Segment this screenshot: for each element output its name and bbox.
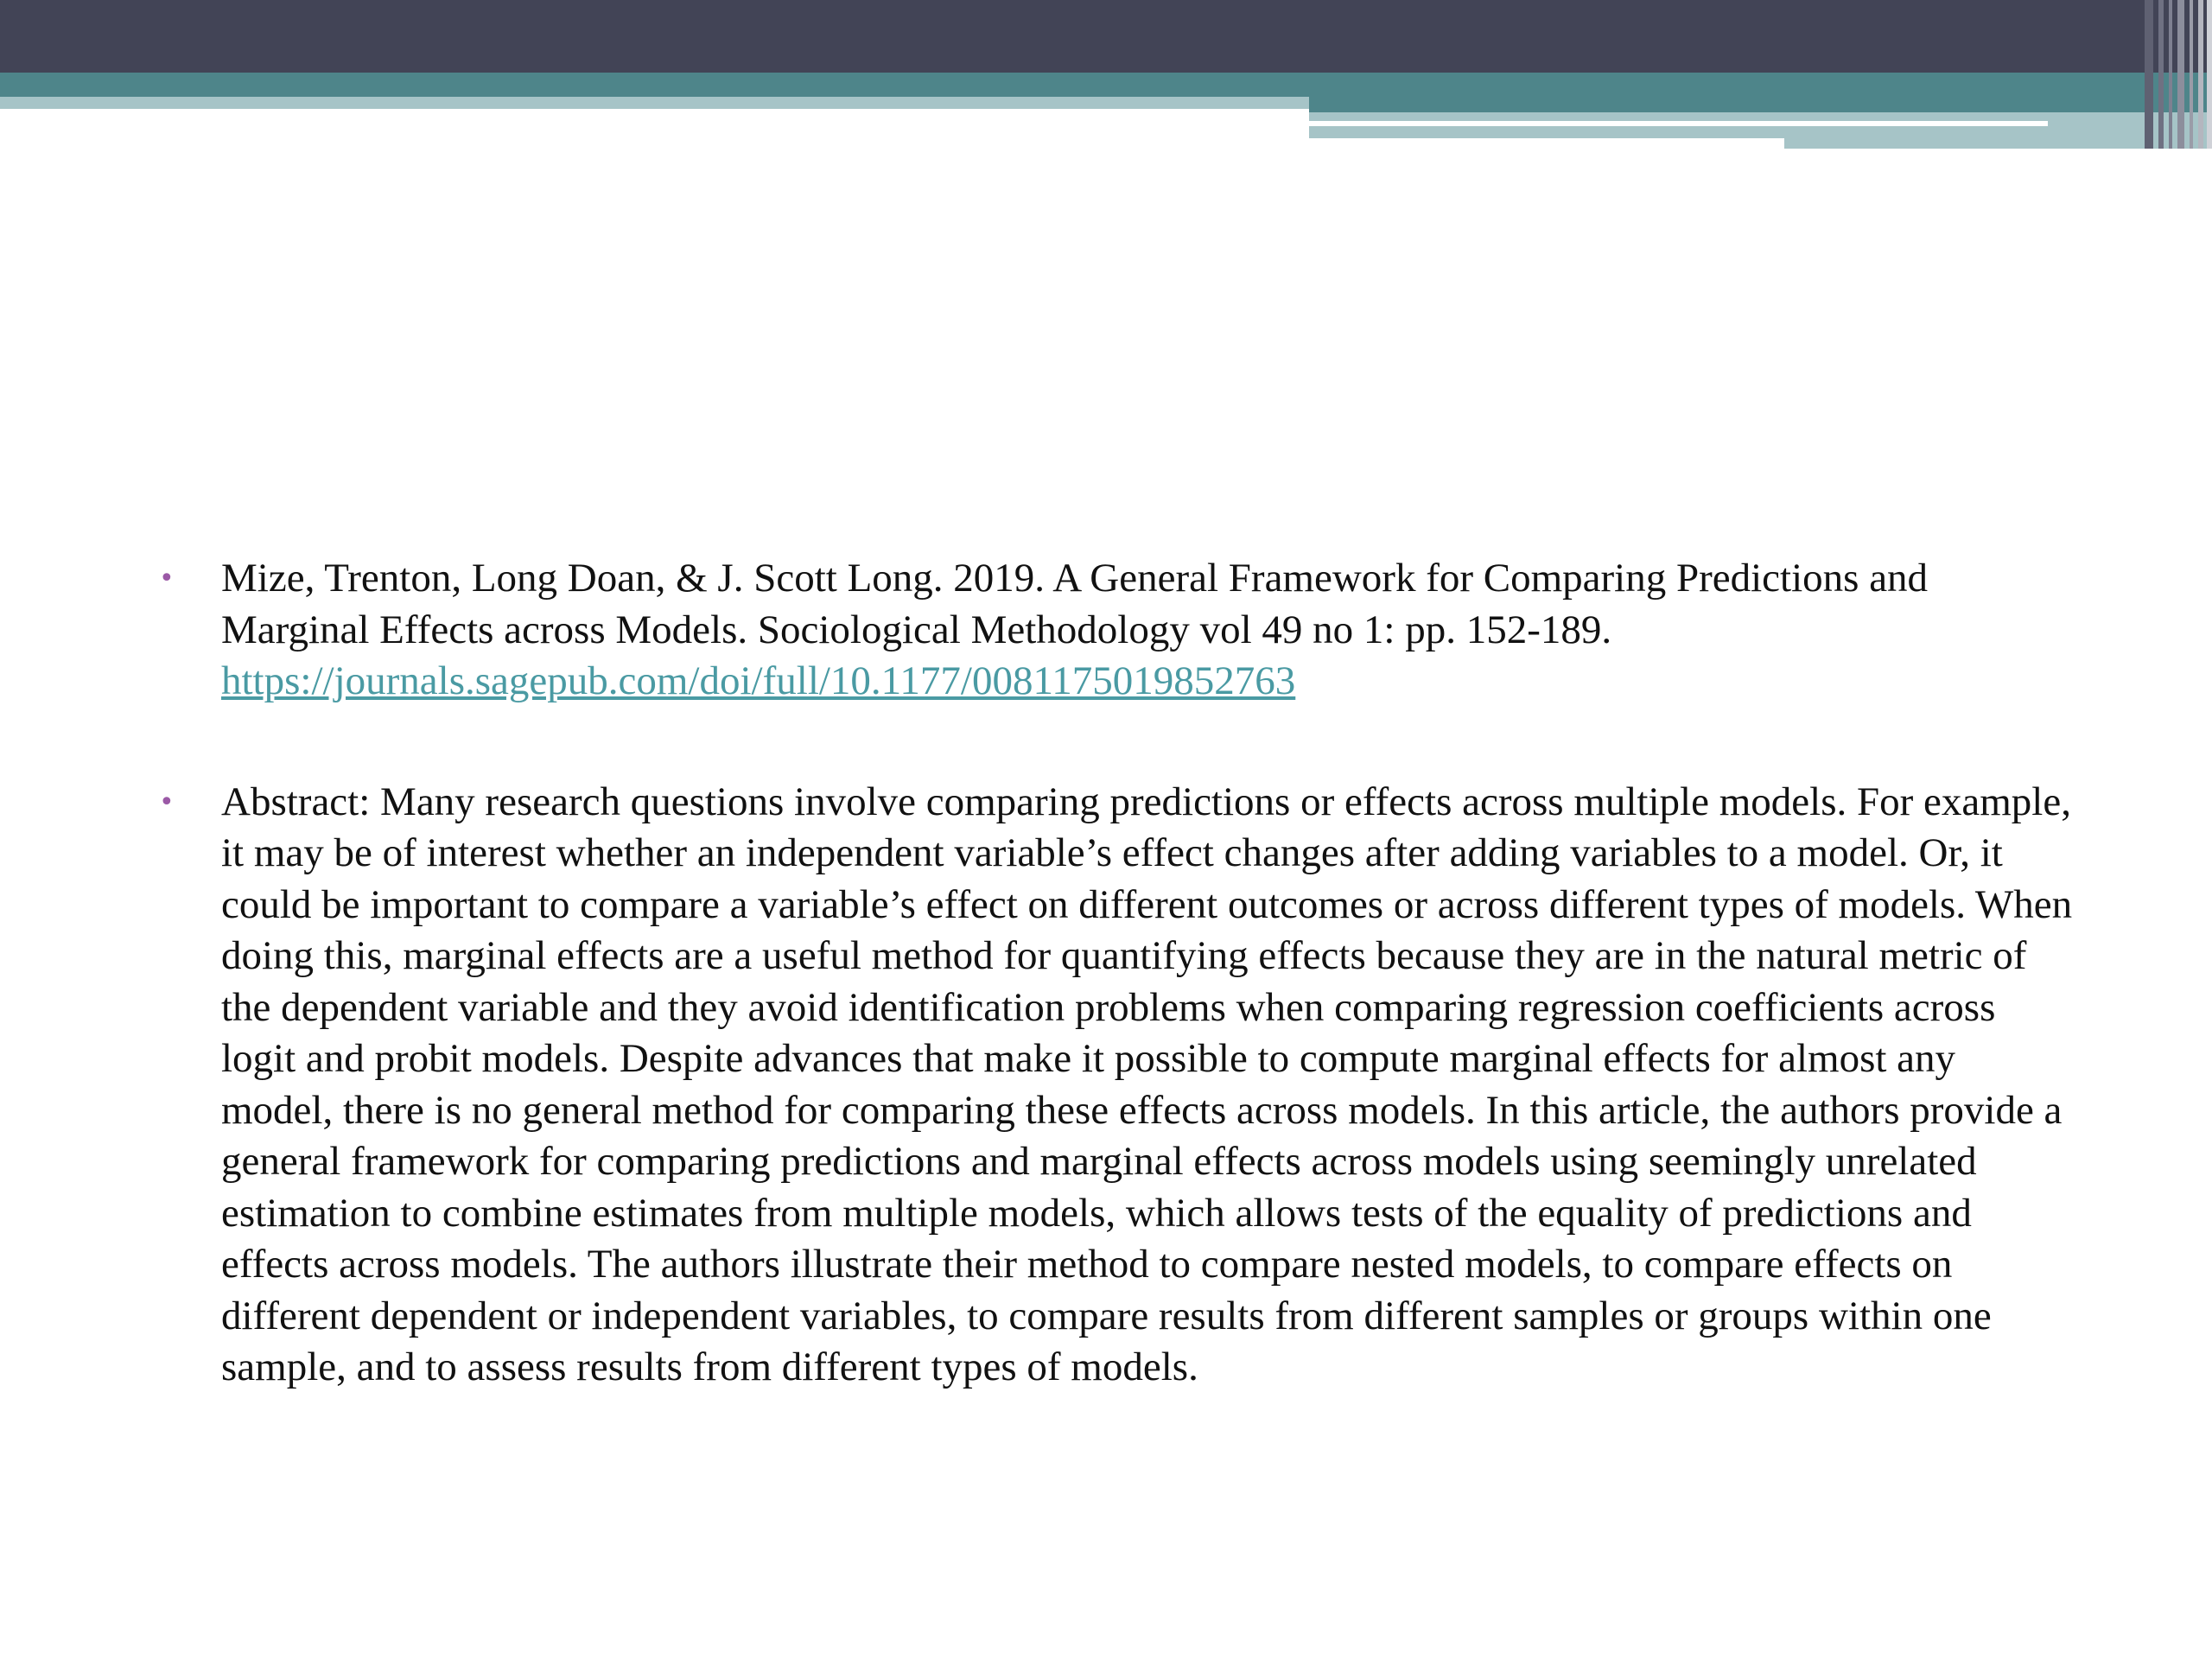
header-stripe (2169, 0, 2172, 149)
citation-text: Mize, Trenton, Long Doan, & J. Scott Long. 2019. A General Framework for Comparing Predictions and Marginal Effects across Models. Sociological Methodology vol 49 no 1: pp. 152-189. (221, 556, 1929, 652)
header-stripe (2158, 0, 2164, 149)
header-teal-band-right (1309, 73, 2212, 112)
header-teal-band-left (0, 73, 1309, 97)
header-stripe (2145, 0, 2153, 149)
slide-body (156, 553, 2074, 1394)
abstract-text: Abstract: Many research questions involve comparing predictions or effects across multiple models. For example, it may be of interest whether an independent variable’s effect changes after adding variables to a model. Or, it could be important to compare a variable’s effect on different outcomes or across different types of models. When doing this, marginal effects are a useful method for quantifying effects because they are in the natural metric of the dependent variable and they avoid identification problems when comparing regression coefficients across logit and probit models. Despite advances that make it possible to compute marginal effects for almost any model, there is no general method for comparing these effects across models. In this article, the authors provide a general framework for comparing predictions and marginal effects across models using seemingly unrelated estimation to combine estimates from multiple models, which allows tests of the equality of predictions and effects across models. The authors illustrate their method to compare nested models, to compare effects on different dependent or independent variables, to compare results from different samples or groups within one sample, and to assess results from different types of models. (221, 779, 2073, 1389)
abstract-bullet (156, 777, 2074, 1394)
bullet-marker: • (159, 563, 175, 594)
header-dark-band (0, 0, 2212, 73)
header-stripe (2207, 0, 2212, 149)
header-white-line-lower (1309, 138, 1784, 149)
citation-bullet (156, 553, 2074, 708)
header-stripe (2177, 0, 2184, 149)
header-light-band-left (0, 97, 1309, 109)
header-stripe (2198, 0, 2203, 149)
header-white-line (1309, 121, 2048, 126)
doi-link[interactable]: https://journals.sagepub.com/doi/full/10.1177/0081175019852763 (221, 658, 1296, 703)
bullet-marker: • (159, 786, 175, 817)
header-stripe (2190, 0, 2193, 149)
